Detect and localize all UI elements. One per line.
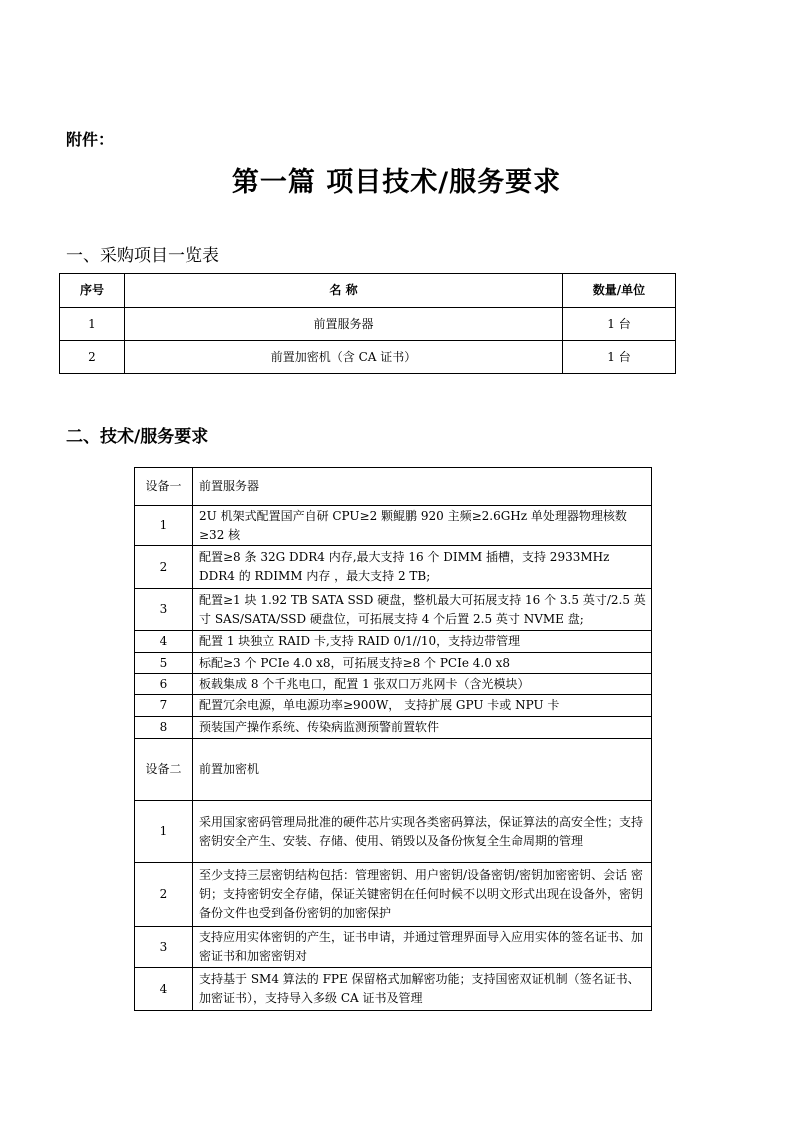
cell-requirement: 2U 机架式配置国产自研 CPU≥2 颗鲲鹏 920 主频≥2.6GHz 单处理器物理核数≥32 核 (193, 506, 652, 546)
cell-index: 1 (60, 308, 125, 341)
cell-requirement: 支持基于 SM4 算法的 FPE 保留格式加解密功能；支持国密双证机制（签名证书、加密证书），支持导入多级 CA 证书及管理 (193, 968, 652, 1011)
section-heading-procurement: 一、采购项目一览表 (66, 246, 219, 266)
table-row (60, 308, 676, 341)
cell-name: 前置加密机（含 CA 证书） (125, 341, 563, 374)
cell-index: 4 (135, 968, 193, 1011)
table-row (135, 631, 652, 653)
table-row (135, 653, 652, 674)
cell-index: 8 (135, 717, 193, 739)
cell-name: 前置服务器 (125, 308, 563, 341)
cell-index: 7 (135, 695, 193, 717)
cell-index: 1 (135, 506, 193, 546)
page-title: 第一篇 项目技术/服务要求 (231, 167, 562, 198)
cell-requirement: 配置≥8 条 32G DDR4 内存,最大支持 16 个 DIMM 插槽，支持 2933MHz DDR4 的 RDIMM 内存 ，最大支持 2 TB; (193, 546, 652, 589)
table-row (135, 468, 652, 506)
cell-index: 3 (135, 589, 193, 631)
cell-index: 1 (135, 801, 193, 863)
device-name: 前置加密机 (193, 739, 652, 801)
table-row (135, 589, 652, 631)
table-row (135, 863, 652, 927)
table-row (135, 739, 652, 801)
cell-requirement: 配置 1 块独立 RAID 卡,支持 RAID 0/1//10，支持边带管理 (193, 631, 652, 653)
attachment-label: 附件： (66, 130, 115, 149)
table-row (60, 341, 676, 374)
table-row (135, 968, 652, 1011)
section-heading-requirements: 二、技术/服务要求 (66, 427, 209, 447)
cell-quantity: 1 台 (563, 341, 676, 374)
cell-requirement: 板载集成 8 个千兆电口，配置 1 张双口万兆网卡（含光模块） (193, 674, 652, 695)
table-row (135, 695, 652, 717)
table-row (135, 717, 652, 739)
table-row (135, 927, 652, 968)
header-name: 名 称 (125, 274, 563, 308)
cell-requirement: 支持应用实体密钥的产生，证书申请，并通过管理界面导入应用实体的签名证书、加密证书和加密密钥对 (193, 927, 652, 968)
table-header-row (60, 274, 676, 308)
cell-index: 2 (60, 341, 125, 374)
procurement-table (59, 273, 676, 374)
header-index: 序号 (60, 274, 125, 308)
cell-index: 4 (135, 631, 193, 653)
table-row (135, 546, 652, 589)
cell-index: 6 (135, 674, 193, 695)
cell-requirement: 至少支持三层密钥结构包括：管理密钥、用户密钥/设备密钥/密钥加密密钥、会话 密钥；支持密钥安全存储，保证关键密钥在任何时候不以明文形式出现在设备外，密钥备份文件也受到备份密钥的加密保护 (193, 863, 652, 927)
table-row (135, 674, 652, 695)
table-row (135, 801, 652, 863)
cell-index: 2 (135, 863, 193, 927)
cell-index: 3 (135, 927, 193, 968)
device-name: 前置服务器 (193, 468, 652, 506)
device-label: 设备一 (135, 468, 193, 506)
cell-requirement: 配置冗余电源，单电源功率≥900W， 支持扩展 GPU 卡或 NPU 卡 (193, 695, 652, 717)
cell-index: 5 (135, 653, 193, 674)
cell-requirement: 预装国产操作系统、传染病监测预警前置软件 (193, 717, 652, 739)
cell-requirement: 标配≥3 个 PCIe 4.0 x8，可拓展支持≥8 个 PCIe 4.0 x8 (193, 653, 652, 674)
cell-requirement: 采用国家密码管理局批准的硬件芯片实现各类密码算法，保证算法的高安全性；支持密钥安全产生、安装、存储、使用、销毁以及备份恢复全生命周期的管理 (193, 801, 652, 863)
device-label: 设备二 (135, 739, 193, 801)
table-row (135, 506, 652, 546)
cell-requirement: 配置≥1 块 1.92 TB SATA SSD 硬盘，整机最大可拓展支持 16 个 3.5 英寸/2.5 英寸 SAS/SATA/SSD 硬盘位，可拓展支持 4 个后置 2.5 英寸 NVME 盘; (193, 589, 652, 631)
header-quantity: 数量/单位 (563, 274, 676, 308)
requirements-table (134, 467, 652, 1011)
cell-quantity: 1 台 (563, 308, 676, 341)
cell-index: 2 (135, 546, 193, 589)
